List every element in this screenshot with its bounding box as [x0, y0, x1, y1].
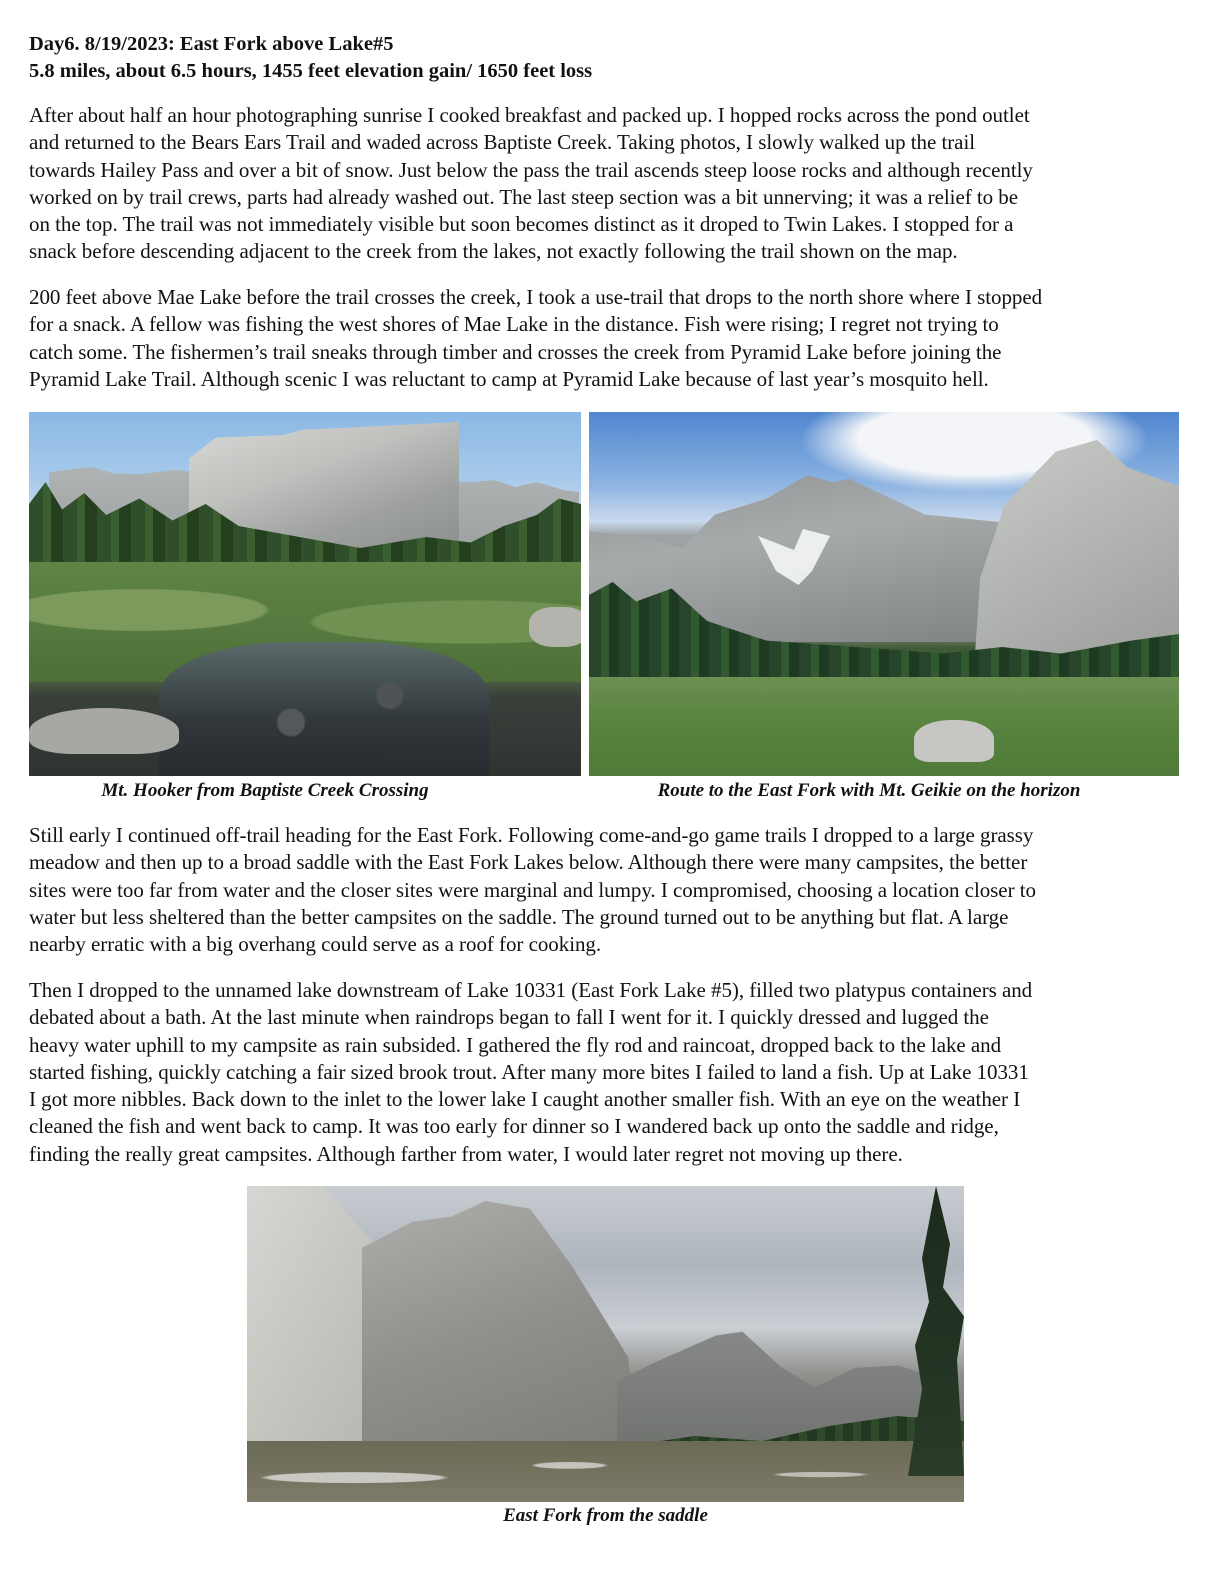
text-line: nearby erratic with a big overhang could serve as a roof for cooking. [29, 932, 602, 957]
text-line: meadow and then up to a broad saddle with the East Fork Lakes below. Although there were many campsites, the better [29, 850, 1028, 875]
text-line: Then I dropped to the unnamed lake downstream of Lake 10331 (East Fork Lake #5), filled two platypus containers and [29, 978, 1033, 1002]
text-line: water but less sheltered than the better campsites on the saddle. The ground turned out to be anything but flat. A large [29, 904, 1009, 929]
text-line: started fishing, quickly catching a fair sized brook trout. After many more bites I failed to land a fish. Up at Lake 10331 [29, 1059, 1029, 1084]
text-line: finding the really great campsites. Although farther from water, I would later regret not moving up there. [29, 1141, 903, 1166]
day-stats: 5.8 miles, about 6.5 hours, 1455 feet elevation gain/ 1650 feet loss [29, 60, 593, 82]
text-line: cleaned the fish and went back to camp. It was too early for dinner so I wandered back up onto the saddle and ridge, [29, 1114, 999, 1139]
caption-east-fork-saddle: East Fork from the saddle [503, 1505, 708, 1526]
text-line: I got more nibbles. Back down to the inlet to the lower lake I caught another smaller fish. With an eye on the weather I [29, 1087, 1021, 1112]
text-line: 200 feet above Mae Lake before the trail crosses the creek, I took a use-trail that drops to the north shore where I stopped [29, 285, 1043, 309]
caption-mt-hooker: Mt. Hooker from Baptiste Creek Crossing [101, 780, 429, 801]
text-line: towards Hailey Pass and over a bit of snow. Just below the pass the trail ascends steep loose rocks and although recently [29, 157, 1033, 182]
paragraph-off-trail [29, 822, 1189, 958]
photo-mt-hooker [29, 412, 581, 776]
text-line: worked on by trail crews, parts had already washed out. The last steep section was a bit unnerving; it was a relief to be [29, 184, 1019, 209]
paragraph-morning [29, 102, 1189, 266]
paragraph-mae-lake [29, 284, 1189, 393]
photo-route-east-fork [589, 412, 1179, 776]
text-line: catch some. The fishermen’s trail sneaks through timber and crosses the creek from Pyramid Lake before joining the [29, 339, 1002, 364]
text-line: snack before descending adjacent to the creek from the lakes, not exactly following the trail shown on the map. [29, 239, 958, 264]
text-line: and returned to the Bears Ears Trail and waded across Baptiste Creek. Taking photos, I slowly walked up the trail [29, 130, 976, 155]
text-line: on the top. The trail was not immediately visible but soon becomes distinct as it droped to Twin Lakes. I stopped for a [29, 212, 1014, 237]
day-title: Day6. 8/19/2023: East Fork above Lake#5 [29, 33, 394, 55]
text-line: Still early I continued off-trail heading for the East Fork. Following come-and-go game trails I dropped to a large grassy [29, 823, 1034, 847]
paragraph-fishing [29, 977, 1189, 1168]
photo-east-fork-saddle [247, 1186, 964, 1502]
text-line: Pyramid Lake Trail. Although scenic I was reluctant to camp at Pyramid Lake because of last year’s mosquito hell. [29, 366, 989, 391]
caption-route-east-fork: Route to the East Fork with Mt. Geikie on the horizon [657, 780, 1081, 801]
text-line: for a snack. A fellow was fishing the west shores of Mae Lake in the distance. Fish were rising; I regret not trying to [29, 312, 999, 337]
text-line: debated about a bath. At the last minute when raindrops began to fall I went for it. I quickly dressed and lugged the [29, 1005, 989, 1030]
text-line: After about half an hour photographing sunrise I cooked breakfast and packed up. I hopped rocks across the pond outlet [29, 103, 1030, 127]
text-line: sites were too far from water and the closer sites were marginal and lumpy. I compromised, choosing a location closer to [29, 877, 1036, 902]
text-line: heavy water uphill to my campsite as rain subsided. I gathered the fly rod and raincoat, dropped back to the lake and [29, 1032, 1002, 1057]
